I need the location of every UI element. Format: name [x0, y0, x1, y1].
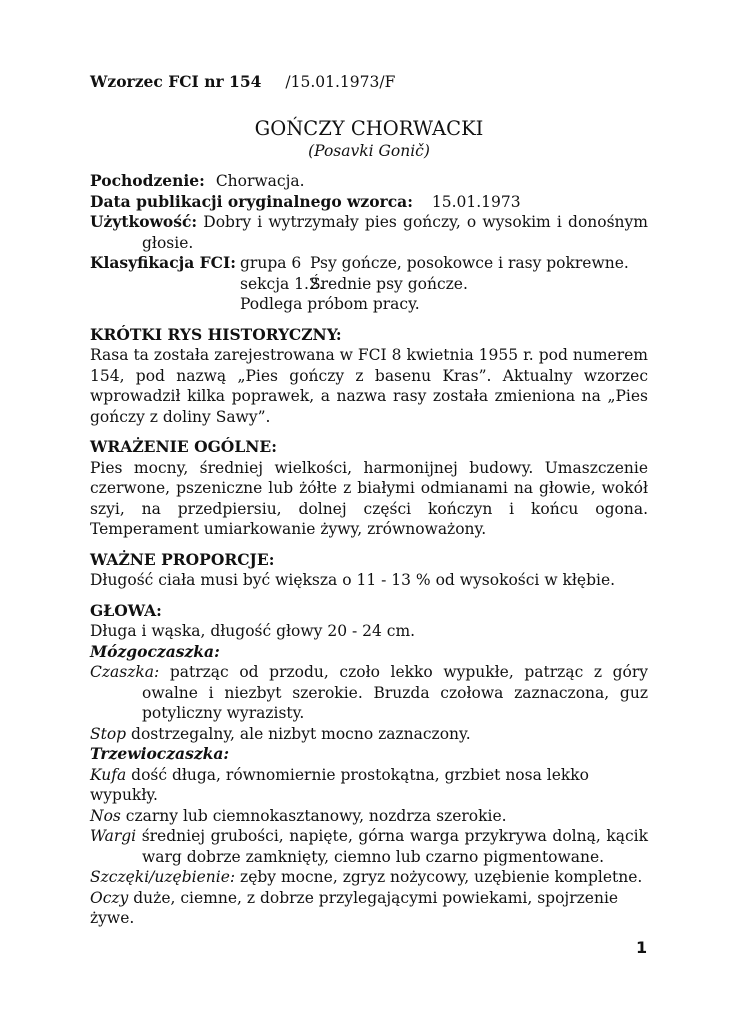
nose-label: Nos [90, 806, 121, 825]
general-heading: WRAŻENIE OGÓLNE: [90, 437, 277, 456]
standard-number: Wzorzec FCI nr 154 [90, 72, 262, 91]
proportions-heading: WAŻNE PROPORCJE: [90, 549, 275, 569]
lips-text: średniej grubości, napięte, górna warga przykrywa dolną, kącik warg dobrze zamknięty, ciemno lub czarno pigmentowane. [141, 827, 648, 866]
head-text: Długa i wąska, długość głowy 20 - 24 cm. [90, 622, 416, 640]
classification-section: sekcja 1.2. [240, 274, 324, 293]
publication-label: Data publikacji oryginalnego wzorca: [90, 191, 413, 211]
page-number: 1 [636, 938, 648, 957]
history-text: Rasa ta została zarejestrowana w FCI 8 kwietnia 1955 r. pod numerem 154, pod nazwą „Pies gończy z basenu Kras”. Aktualny wzorzec wprowadził kilka poprawek, a nazwa rasy została zmieniona na „Pies gończy z doliny Sawy”. [90, 346, 648, 426]
origin-row [90, 171, 648, 192]
cranial-heading: Mózgoczaszka: [90, 641, 220, 661]
skull-label: Czaszka: [90, 663, 160, 681]
facial-heading: Trzewioczaszka: [90, 744, 230, 763]
classification-note: Podlega próbom pracy. [240, 295, 420, 313]
history-section [90, 325, 648, 428]
eyes-label: Oczy [90, 888, 129, 907]
general-text: Pies mocny, średniej wielkości, harmonijnej budowy. Umaszczenie czerwone, pszeniczne lub żółte z białymi odmianami na głowie, wokół szyi, na przedpiersiu, dolnej części kończyn i końcu ogona. Temperament umiarkowanie żywy, zrównoważony. [90, 458, 648, 538]
muzzle-row [90, 765, 648, 806]
utility-value: Dobry i wytrzymały pies gończy, o wysokim i donośnym głosie. [142, 213, 648, 252]
classification-block [90, 253, 648, 315]
stop-row [90, 724, 648, 745]
stop-text: dostrzegalny, ale nizbyt mocno zaznaczony. [131, 724, 471, 743]
utility-label: Użytkowość: [90, 212, 198, 231]
proportions-text: Długość ciała musi być większa o 11 - 13 % od wysokości w kłębie. [90, 571, 616, 589]
stop-label: Stop [90, 724, 127, 743]
document-page [90, 72, 648, 929]
classification-group: grupa 6 [240, 254, 302, 272]
origin-label: Pochodzenie: [90, 171, 205, 190]
muzzle-text: dość długa, równomiernie prostokątna, grzbiet nosa lekko wypukły. [90, 765, 590, 804]
jaws-text: zęby mocne, zgryz nożycowy, uzębienie kompletne. [240, 868, 643, 886]
nose-text: czarny lub ciemnokasztanowy, nozdrza szerokie. [125, 806, 507, 825]
head-section [90, 601, 648, 929]
eyes-row [90, 888, 648, 929]
jaws-label: Szczęki/uzębienie: [90, 868, 236, 886]
nose-row [90, 806, 648, 827]
general-section [90, 437, 648, 540]
standard-header [90, 72, 648, 93]
classification-section-desc: Średnie psy gończe. [310, 274, 468, 293]
breed-native-name: (Posavki Gonič) [308, 141, 430, 160]
skull-row [90, 662, 648, 724]
history-heading: KRÓTKI RYS HISTORYCZNY: [90, 324, 342, 344]
head-heading: GŁOWA: [90, 600, 162, 620]
proportions-section [90, 550, 648, 591]
publication-value: 15.01.1973 [431, 192, 521, 211]
lips-row [90, 826, 648, 867]
utility-row [90, 212, 648, 253]
breed-title: GOŃCZY CHORWACKI [254, 116, 484, 140]
classification-group-desc: Psy gończe, posokowce i rasy pokrewne. [310, 254, 629, 272]
origin-value: Chorwacja. [215, 172, 305, 190]
lips-label: Wargi [90, 827, 137, 845]
publication-row [90, 192, 648, 213]
skull-text: patrząc od przodu, czoło lekko wypukłe, patrząc z góry owalne i niezbyt szerokie. Bruzda czołowa zaznaczona, guz potyliczny wyrazisty. [142, 663, 648, 722]
muzzle-label: Kufa [90, 765, 127, 784]
eyes-text: duże, ciemne, z dobrze przylegającymi powiekami, spojrzenie żywe. [90, 888, 619, 927]
classification-label: Klasyfikacja FCI: [90, 253, 236, 272]
standard-date: /15.01.1973/F [285, 73, 396, 91]
jaws-row [90, 867, 648, 888]
